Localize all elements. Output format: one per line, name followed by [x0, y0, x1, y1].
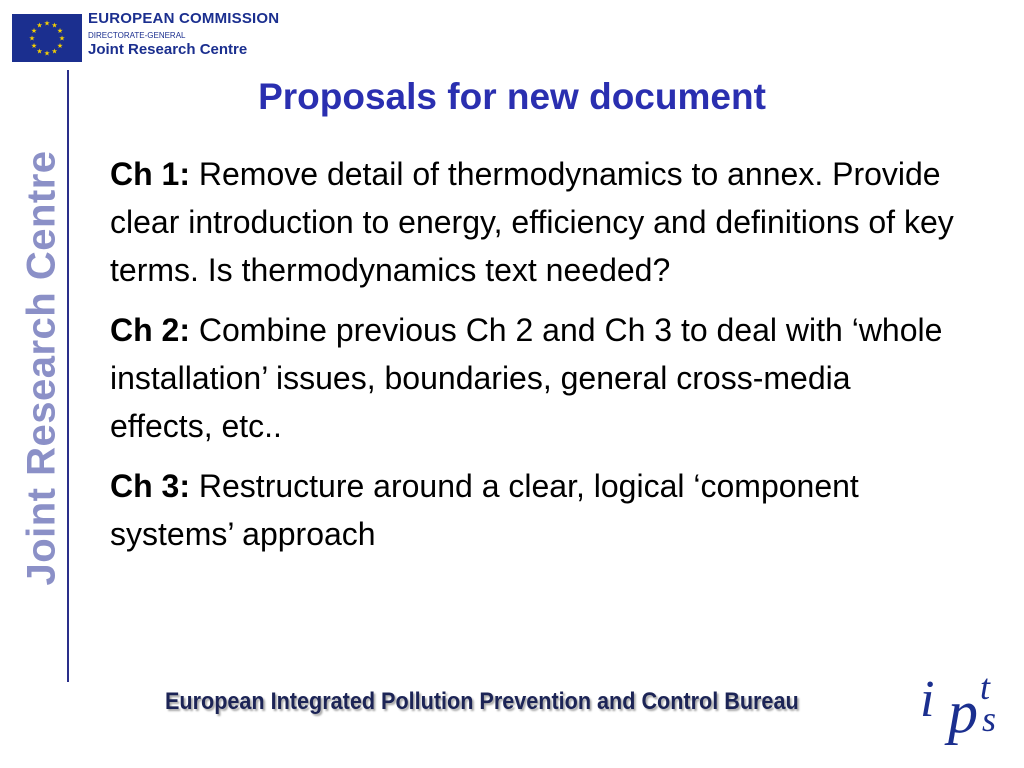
- chapter-text: Remove detail of thermodynamics to annex. Provide clear introduction to energy, efficiency and definitions of key terms. Is thermodynamics text needed?: [110, 156, 954, 288]
- star-icon: ★: [30, 43, 38, 50]
- chapter-text: Restructure around a clear, logical ‘component systems’ approach: [110, 468, 859, 552]
- eu-flag-logo: [12, 14, 82, 62]
- slide-title: Proposals for new document: [258, 76, 766, 117]
- ipts-logo: [910, 667, 1010, 755]
- star-icon: ★: [43, 50, 51, 58]
- centre-name: Joint Research Centre: [88, 41, 248, 58]
- chapter-label: Ch 2:: [110, 312, 190, 348]
- star-icon: ★: [58, 35, 66, 43]
- star-icon: ★: [56, 43, 64, 50]
- chapter-label: Ch 3:: [110, 468, 190, 504]
- ipts-logo-s: s: [982, 699, 997, 739]
- ipts-logo-p: p: [948, 679, 978, 745]
- chapter-text: Combine previous Ch 2 and Ch 3 to deal with ‘whole installation’ issues, boundaries, general cross-media effects, etc..: [110, 312, 943, 444]
- chapter-label: Ch 1:: [110, 156, 190, 192]
- star-icon: ★: [51, 48, 58, 56]
- chapter-item: [110, 462, 960, 558]
- star-icon: ★: [51, 22, 58, 30]
- directorate-label: DIRECTORATE-GENERAL: [88, 31, 186, 40]
- bureau-footer: European Integrated Pollution Prevention and Control Bureau: [165, 688, 799, 715]
- slide-content: [110, 150, 960, 570]
- star-icon: ★: [36, 48, 43, 56]
- sidebar-vertical-text: Joint Research Centre: [19, 150, 64, 586]
- star-icon: ★: [30, 28, 38, 35]
- organization-header: [88, 10, 279, 58]
- org-name: EUROPEAN COMMISSION: [88, 10, 280, 27]
- star-icon: ★: [56, 28, 64, 35]
- ipts-logo-i: i: [920, 671, 935, 728]
- star-icon: ★: [43, 20, 51, 28]
- chapter-item: [110, 306, 960, 450]
- chapter-item: [110, 150, 960, 294]
- ipts-logo-t: t: [980, 667, 991, 707]
- star-icon: ★: [36, 22, 43, 30]
- eu-stars-icon: [12, 14, 82, 62]
- sidebar-divider: [67, 70, 69, 682]
- star-icon: ★: [28, 35, 36, 43]
